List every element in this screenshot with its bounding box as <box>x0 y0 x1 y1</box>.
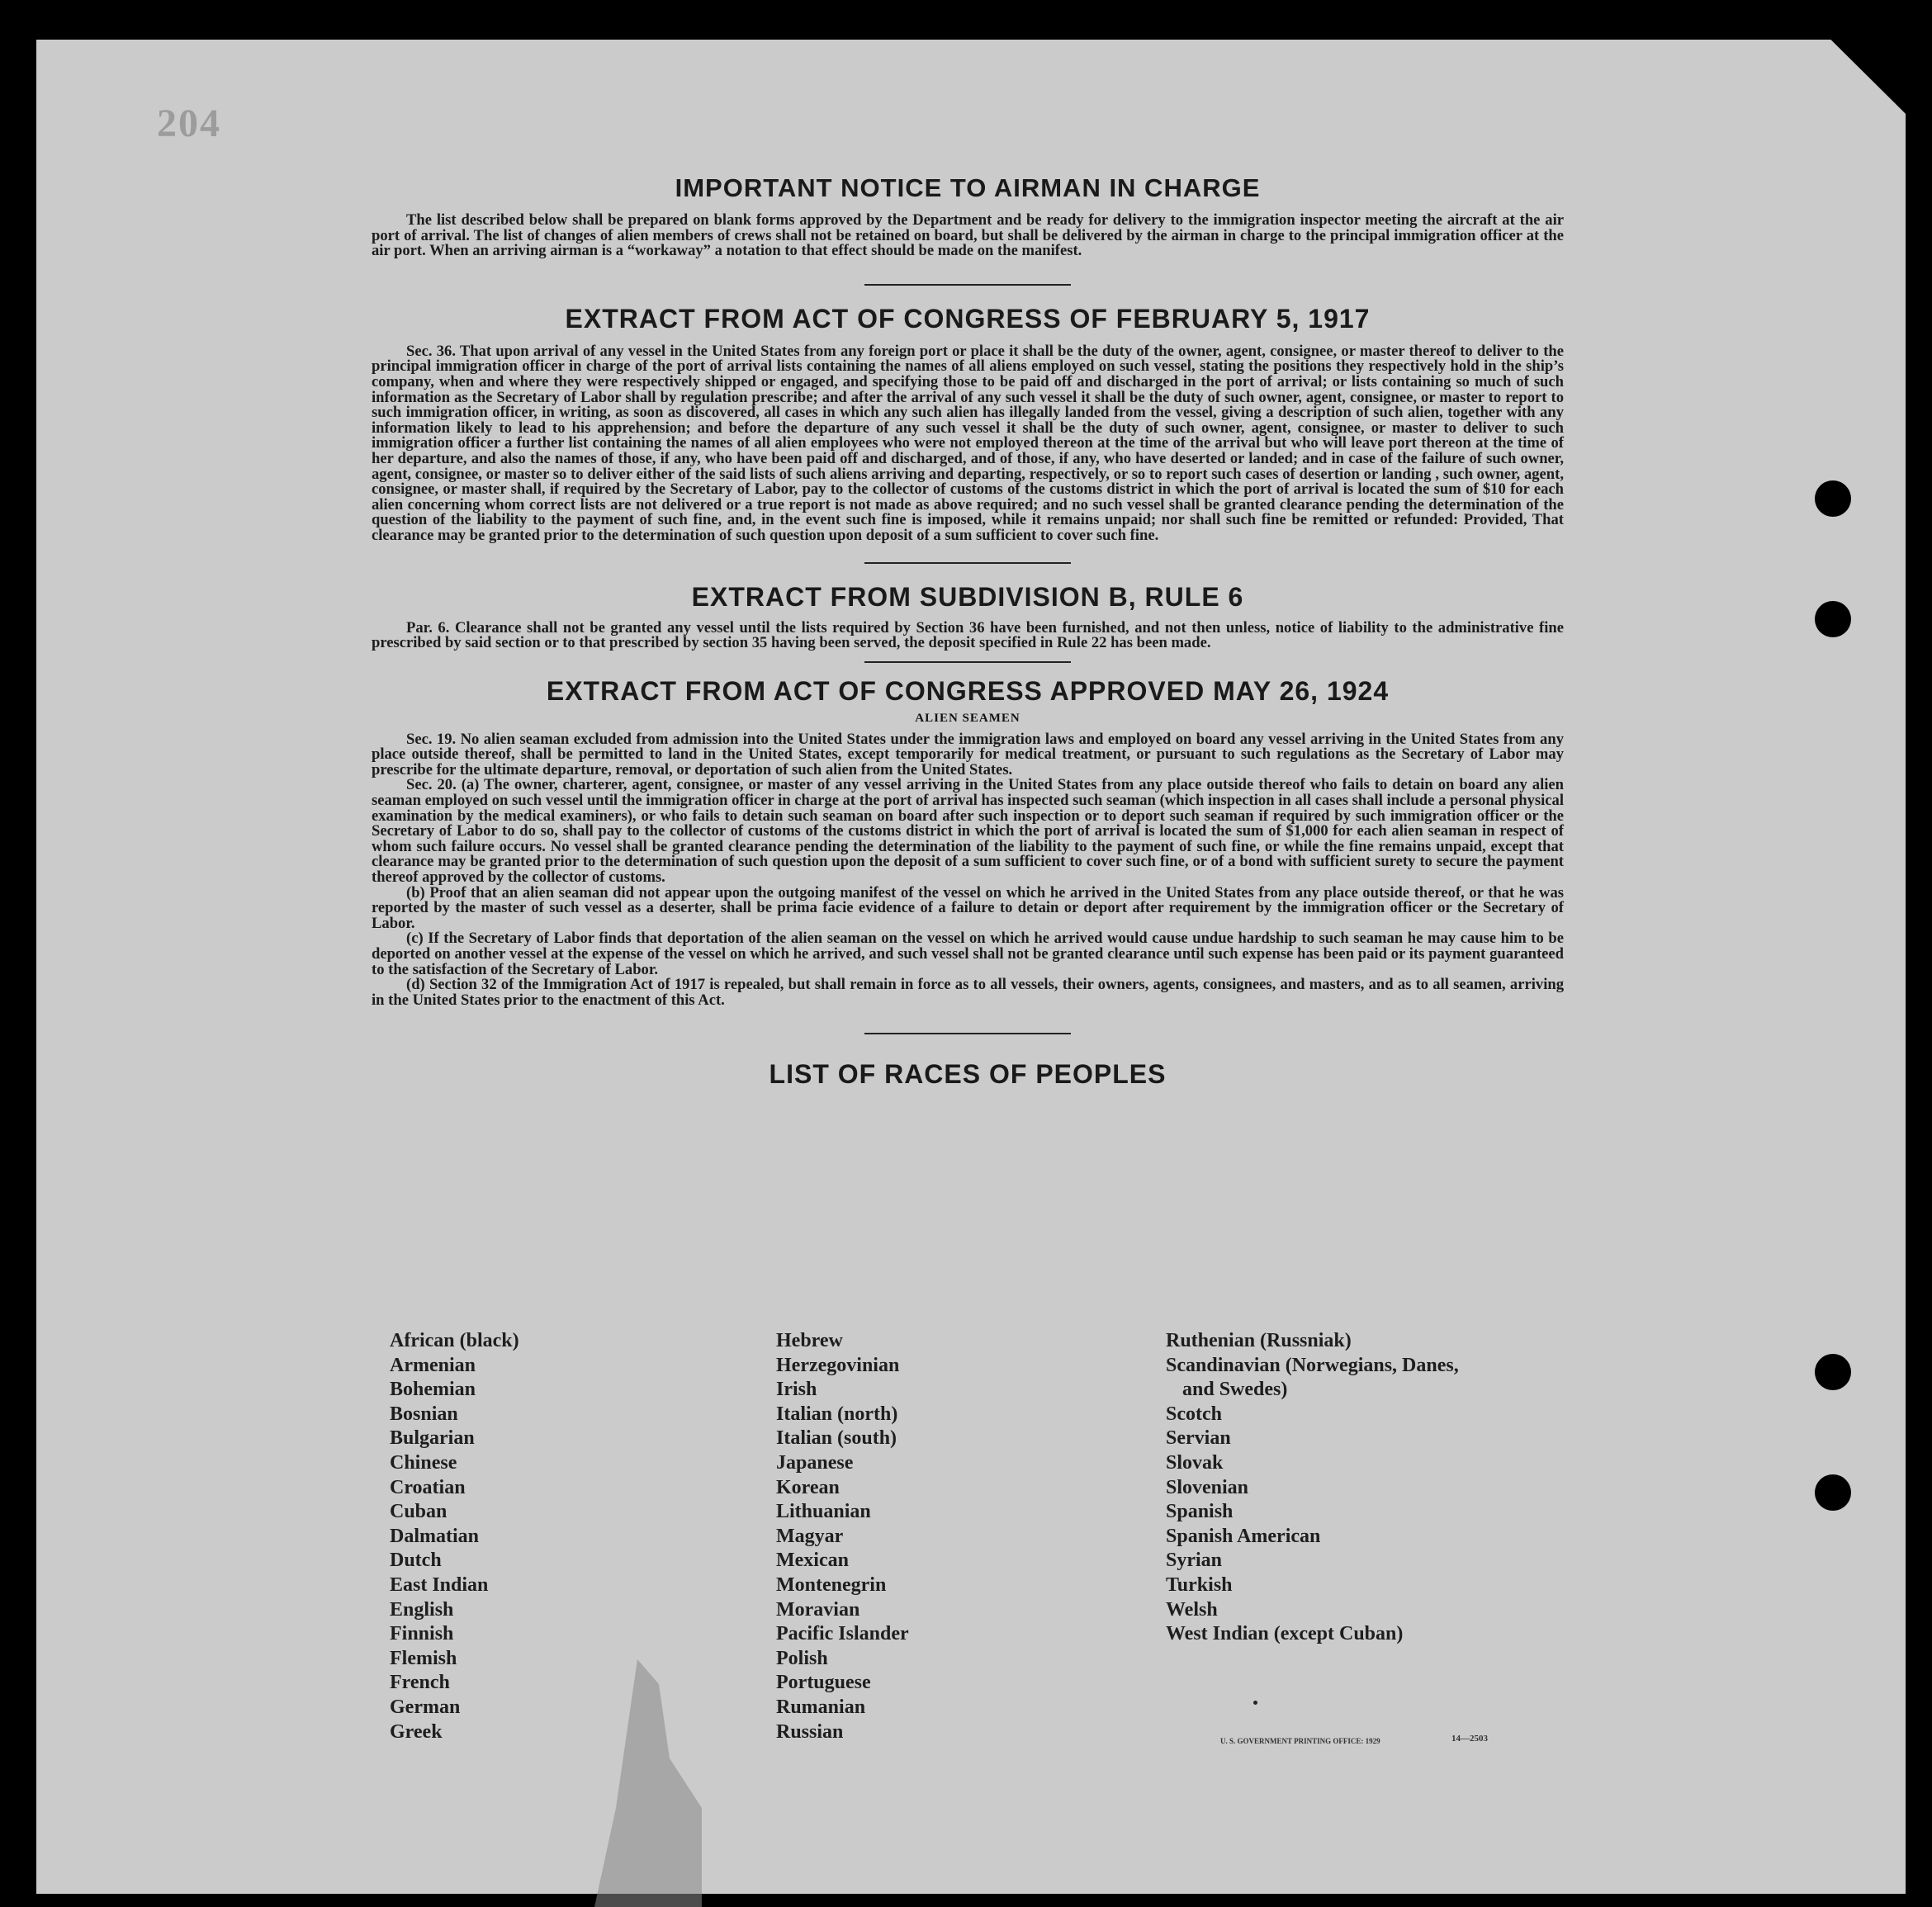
alien-seamen-subtitle: ALIEN SEAMEN <box>915 711 1020 725</box>
race-item: Italian (north) <box>776 1403 898 1425</box>
race-item: Polish <box>776 1647 828 1669</box>
race-item: Bulgarian <box>390 1427 475 1450</box>
race-item: Pacific Islander <box>776 1623 909 1645</box>
race-item: Slovenian <box>1166 1476 1249 1498</box>
race-item: Ruthenian (Russniak) <box>1166 1330 1352 1351</box>
race-item: Bosnian <box>390 1403 458 1425</box>
race-item: Slovak <box>1166 1451 1224 1474</box>
notice-title: IMPORTANT NOTICE TO AIRMAN IN CHARGE <box>675 173 1261 202</box>
document-content <box>372 173 1564 1090</box>
race-item: Servian <box>1166 1427 1231 1450</box>
race-item: Bohemian <box>390 1379 476 1401</box>
race-item: English <box>390 1598 454 1621</box>
rule-6-text: Par. 6. Clearance shall not be granted any vessel until the lists required by Section 36 have been furnished, and not then unless, notice of liability to the administrative fine prescribed by said section or to that prescribed by section 35 having been served, the deposit specified in Rule 22 has been made. <box>372 618 1564 652</box>
race-item: Mexican <box>776 1550 849 1572</box>
form-number: 14—2503 <box>1451 1734 1488 1744</box>
race-item: Chinese <box>390 1451 457 1474</box>
ink-dot <box>1253 1701 1257 1705</box>
race-item: Cuban <box>390 1501 447 1523</box>
binder-hole <box>1815 480 1851 517</box>
race-item: Irish <box>776 1379 817 1401</box>
race-item: Spanish American <box>1166 1525 1321 1547</box>
act-1924-sec-20d: (d) Section 32 of the Immigration Act of 1917 is repealed, but shall remain in force as to all vessels, their owners, agents, consignees, and masters, and as to all seamen, arriving in the United States prior to the enactment of this Act. <box>372 976 1564 1009</box>
race-item: Hebrew <box>776 1330 843 1351</box>
races-column-1 <box>390 1329 519 1744</box>
act-1924-sec-19: Sec. 19. No alien seaman excluded from admission into the United States under the immigration laws and employed on board any vessel arriving in the United States from any place outside thereof, shall be permitted to land in the United States, except temporarily for medical treatment, or pursuant to such regulations as the Secretary of Labor may prescribe for the ultimate departure, removal, or deportation of such alien from the United States. <box>372 730 1564 778</box>
race-item: Scandinavian (Norwegians, Danes, <box>1166 1354 1459 1376</box>
races-column-2 <box>776 1329 909 1744</box>
binder-hole <box>1815 601 1851 637</box>
notice-text: The list described below shall be prepared on blank forms approved by the Department and be ready for delivery to the immigration inspector meeting the aircraft at the air port of arrival. The list of changes of alien members of crews shall not be retained on board, but shall be delivered by the airman in charge to the principal immigration officer at the air port. When an arriving airman is a “workaway” a notation to that effect should be made on the manifest. <box>372 211 1564 260</box>
race-item: East Indian <box>390 1573 489 1596</box>
race-item: Russian <box>776 1720 844 1743</box>
race-item: Dutch <box>390 1550 442 1572</box>
race-item: Finnish <box>390 1623 454 1645</box>
rule-6-title: EXTRACT FROM SUBDIVISION B, RULE 6 <box>691 581 1244 612</box>
race-item: Greek <box>390 1720 443 1743</box>
act-1917-sec-36: Sec. 36. That upon arrival of any vessel in the United States from any foreign port or place it shall be the duty of the owner, agent, consignee, or master thereof to deliver to the principal immigration officer in charge of the port of arrival lists containing the names of all aliens employed on such vessel, stating the positions they respectively hold in the ship’s company, when and where they were respectively shipped or engaged, and specifying those to be paid off and discharged in the port of arrival; or lists containing so much of such information as the Secretary of Labor shall by regulation prescribe; and after the arrival of any such vessel it shall be the duty of such owner, agent, consignee, or master to report to such immigration officer, in writing, as soon as discovered, all cases in which any such alien has illegally landed from the vessel, giving a description of such alien, together with any information likely to lead to his apprehension; and before the departure of any such vessel it shall be the duty of such owner, agent, consignee, or master to deliver to such immigration officer a further list containing the names of all alien employees who were not employed thereon at the time of the arrival but who will leave port thereon at the time of her departure, and also the names of those, if any, who have been paid off and discharged, and of those, if any, who have deserted or landed; and in case of the failure of such owner, agent, consignee, or master so to deliver either of the said lists of such aliens arriving and departing, respectively, or so to report such cases of desertion or landing , such owner, agent, consignee, or master shall, if required by the Secretary of Labor, pay to the collector of customs of the customs district in which the port of arrival is located the sum of $10 for each alien concerning whom correct lists are not delivered or a true report is not made as above required; and no such vessel shall be granted clearance pending the determination of the question of the liability to the payment of such fine, and, in the event such fine is imposed, while it remains unpaid; nor shall such fine be remitted or refunded: Provided, That clearance may be granted prior to the determination of such question upon deposit of a sum sufficient to cover such fine. <box>372 342 1564 544</box>
race-item: Lithuanian <box>776 1501 871 1523</box>
race-item: Rumanian <box>776 1696 866 1718</box>
page-number: 204 <box>157 102 221 145</box>
act-1924-sec-20a: Sec. 20. (a) The owner, charterer, agent, consignee, or master of any vessel arriving in the United States from any place outside thereof who fails to detain on board any alien seaman employed on such vessel until the immigration officer in charge at the port of arrival has inspected such seaman (which inspection in all cases shall include a personal physical examination by the medical examiners), or who fails to detain such seaman on board after such inspection or to deport such seaman if required by such immigration officer or the Secretary of Labor to do so, shall pay to the collector of customs of the customs district in which the port of arrival is located the sum of $1,000 for each alien seaman in respect of whom such failure occurs. No vessel shall be granted clearance pending the determination of the liability to the payment of such fine, or while the fine remains unpaid, except that clearance may be granted prior to the determination of such question upon the deposit of a sum sufficient to cover such fine, or of a bond with sufficient surety to secure the payment thereof approved by the collector of customs. <box>372 776 1564 887</box>
races-column-3 <box>1166 1329 1459 1647</box>
race-item: Montenegrin <box>776 1573 887 1596</box>
race-item: Korean <box>776 1476 840 1498</box>
race-item: West Indian (except Cuban) <box>1166 1623 1404 1645</box>
race-item: Moravian <box>776 1598 860 1621</box>
race-item: African (black) <box>390 1330 519 1351</box>
printer-imprint: U. S. GOVERNMENT PRINTING OFFICE: 1929 <box>1220 1737 1380 1745</box>
act-1924-sec-20c: (c) If the Secretary of Labor finds that deportation of the alien seaman on the vessel on which he arrived would cause undue hardship to such seaman he may cause him to be deported on another vessel at the expense of the vessel on which he arrived, and such vessel shall not be granted clearance until such expense has been paid or its payment guaranteed to the satisfaction of the Secretary of Labor. <box>372 930 1564 978</box>
race-item: German <box>390 1696 461 1718</box>
race-item: and Swedes) <box>1182 1379 1288 1401</box>
binder-hole <box>1815 1354 1851 1390</box>
race-item: Dalmatian <box>390 1525 479 1547</box>
act-1924-title: EXTRACT FROM ACT OF CONGRESS APPROVED MAY 26, 1924 <box>546 675 1390 706</box>
races-title: LIST OF RACES OF PEOPLES <box>769 1059 1167 1090</box>
race-item: Herzegovinian <box>776 1354 900 1376</box>
binder-hole <box>1815 1474 1851 1511</box>
race-item: Welsh <box>1166 1598 1218 1621</box>
race-item: Spanish <box>1166 1501 1234 1523</box>
act-1917-title: EXTRACT FROM ACT OF CONGRESS OF FEBRUARY 5, 1917 <box>565 303 1371 334</box>
race-item: French <box>390 1672 450 1694</box>
race-item: Syrian <box>1166 1550 1223 1572</box>
race-item: Italian (south) <box>776 1427 897 1450</box>
race-item: Flemish <box>390 1647 457 1669</box>
race-item: Portuguese <box>776 1672 871 1694</box>
race-item: Turkish <box>1166 1573 1233 1596</box>
act-1924-sec-20b: (b) Proof that an alien seaman did not appear upon the outgoing manifest of the vessel on which he arrived in the United States from any place outside thereof, or that he was reported by the master of such vessel as a deserter, shall be prima facie evidence of a failure to detain or deport after requirement by the immigration officer or the Secretary of Labor. <box>372 883 1564 932</box>
race-item: Japanese <box>776 1451 854 1474</box>
race-item: Croatian <box>390 1476 466 1498</box>
race-item: Armenian <box>390 1354 476 1376</box>
race-item: Magyar <box>776 1525 844 1547</box>
race-item: Scotch <box>1166 1403 1222 1425</box>
